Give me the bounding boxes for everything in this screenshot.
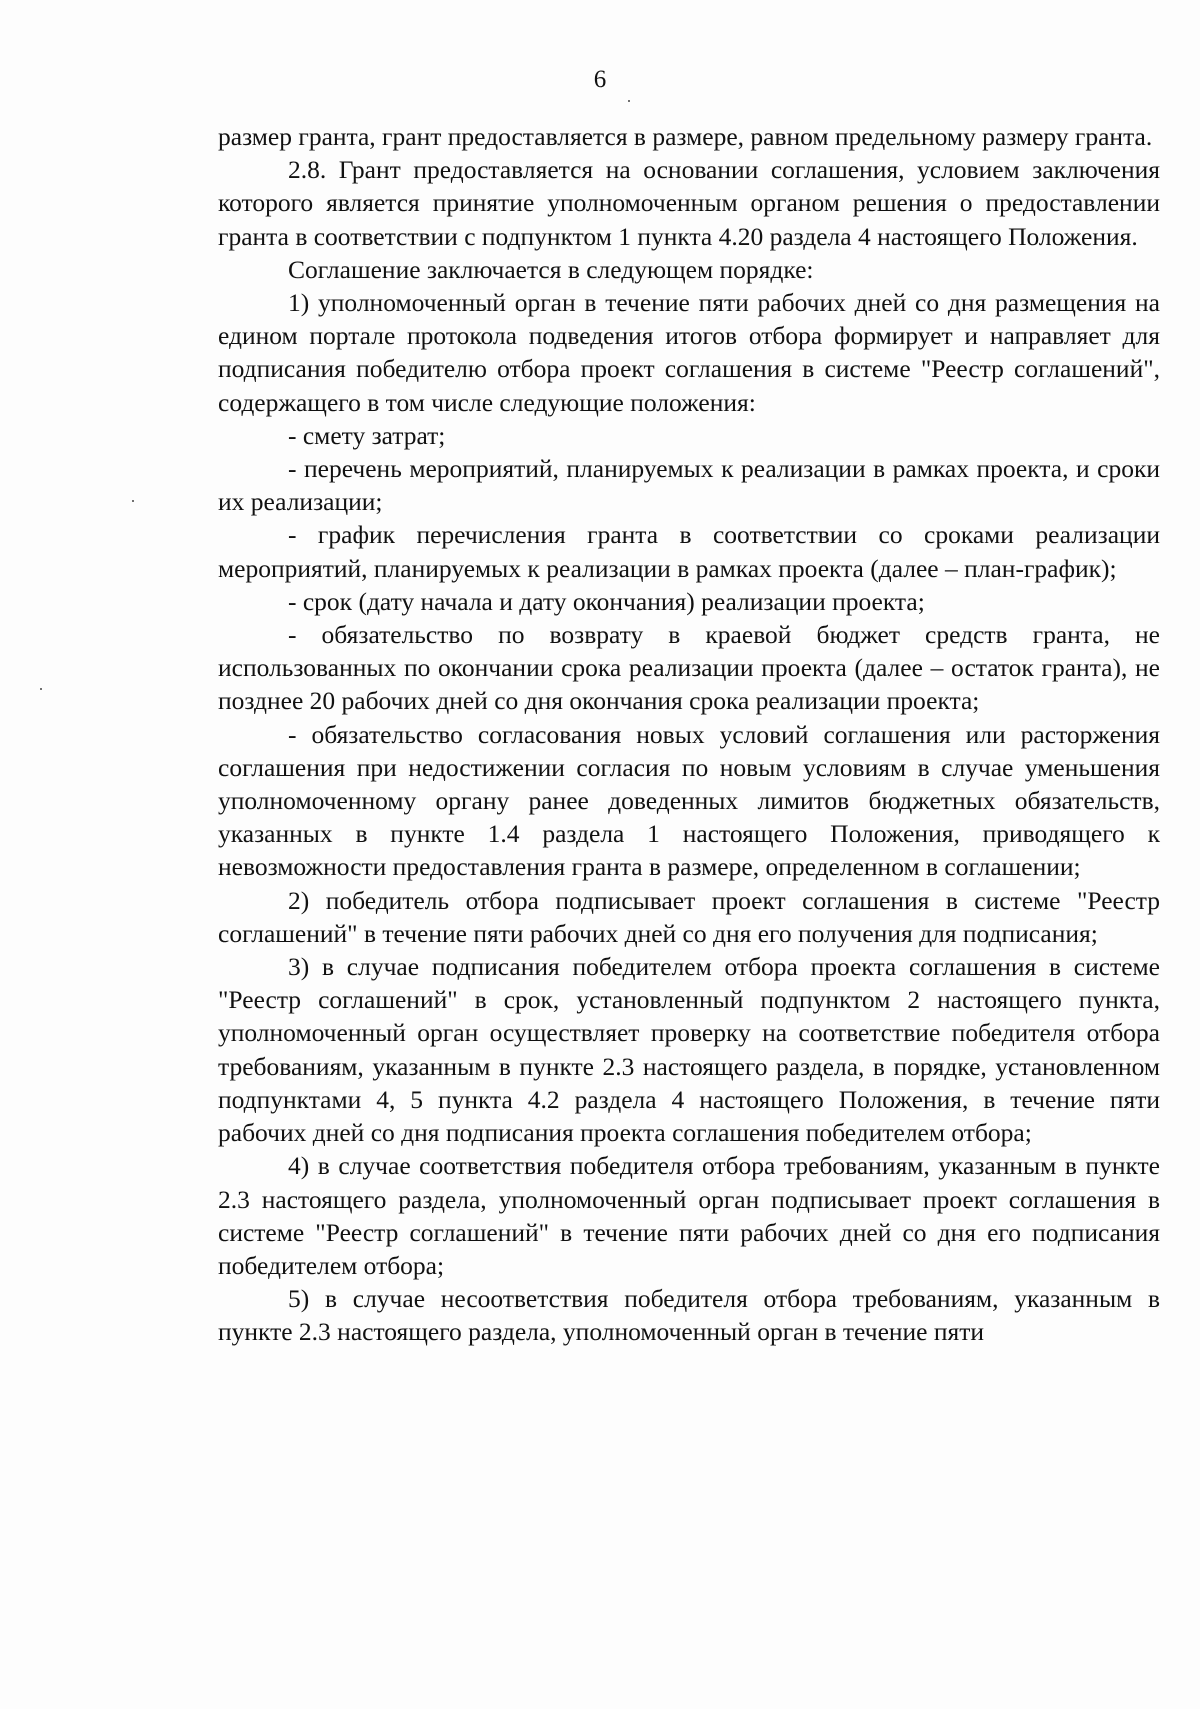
document-body: [218, 120, 1160, 1349]
paragraph-subitem-2: 2) победитель отбора подписывает проект соглашения в системе "Реестр соглашений" в течение пяти рабочих дней со дня его получения для подписания;: [218, 885, 1160, 948]
paragraph-subitem-1: 1) уполномоченный орган в течение пяти рабочих дней со дня размещения на едином портале протокола подведения итогов отбора формирует и направляет для подписания победителю отбора проект соглашения в системе "Реестр соглашений", содержащего в том числе следующие положения:: [218, 288, 1160, 417]
scan-speck: [40, 688, 42, 690]
page-number: 6: [593, 66, 607, 93]
scan-speck: [628, 100, 630, 102]
paragraph-subitem-3: 3) в случае подписания победителем отбора проекта соглашения в системе "Реестр соглашений" в срок, установленный подпунктом 2 настоящего пункта, уполномоченный орган осуществляет проверку на соответствие победителя отбора требованиям, указанным в пункте 2.3 настоящего раздела, в порядке, установленном подпунктами 4, 5 пункта 4.2 раздела 4 настоящего Положения, в течение пяти рабочих дней со дня подписания проекта соглашения победителем отбора;: [218, 952, 1160, 1148]
paragraph-2-8: 2.8. Грант предоставляется на основании соглашения, условием заключения которого является принятие уполномоченным органом решения о предоставлении гранта в соответствии с подпунктом 1 пункта 4.20 раздела 4 настоящего Положения.: [218, 155, 1160, 251]
paragraph-new-conditions-obligation: - обязательство согласования новых условий соглашения или расторжения соглашения при недостижении согласия по новым условиям в случае уменьшения уполномоченному органу ранее доведенных лимитов бюджетных обязательств, указанных в пункте 1.4 раздела 1 настоящего Положения, приводящего к невозможности предоставления гранта в размере, определенном в соглашении;: [218, 719, 1160, 882]
paragraph-refund-obligation: - обязательство по возврату в краевой бюджет средств гранта, не использованных по окончании срока реализации проекта (далее – остаток гранта), не позднее 20 рабочих дней со дня окончания срока реализации проекта;: [218, 620, 1160, 716]
paragraph-agreement-order: Соглашение заключается в следующем порядке:: [288, 254, 814, 284]
scan-speck: [132, 500, 134, 502]
paragraph-payment-schedule: - график перечисления гранта в соответствии со сроками реализации мероприятий, планируемых к реализации в рамках проекта (далее – план-график);: [218, 520, 1160, 583]
paragraph-project-term: - срок (дату начала и дату окончания) реализации проекта;: [288, 586, 925, 616]
paragraph-grant-size-end: размер гранта, грант предоставляется в размере, равном предельному размеру гранта.: [218, 122, 1153, 151]
paragraph-subitem-5: 5) в случае несоответствия победителя отбора требованиям, указанным в пункте 2.3 настоящего раздела, уполномоченный орган в течение пяти: [218, 1284, 1160, 1347]
paragraph-subitem-4: 4) в случае соответствия победителя отбора требованиям, указанным в пункте 2.3 настоящего раздела, уполномоченный орган подписывает проект соглашения в системе "Реестр соглашений" в течение пяти рабочих дней со дня его подписания победителем отбора;: [218, 1151, 1160, 1280]
paragraph-events-list: - перечень мероприятий, планируемых к реализации в рамках проекта, и сроки их реализации;: [218, 454, 1160, 517]
paragraph-cost-estimate: - смету затрат;: [288, 420, 446, 450]
